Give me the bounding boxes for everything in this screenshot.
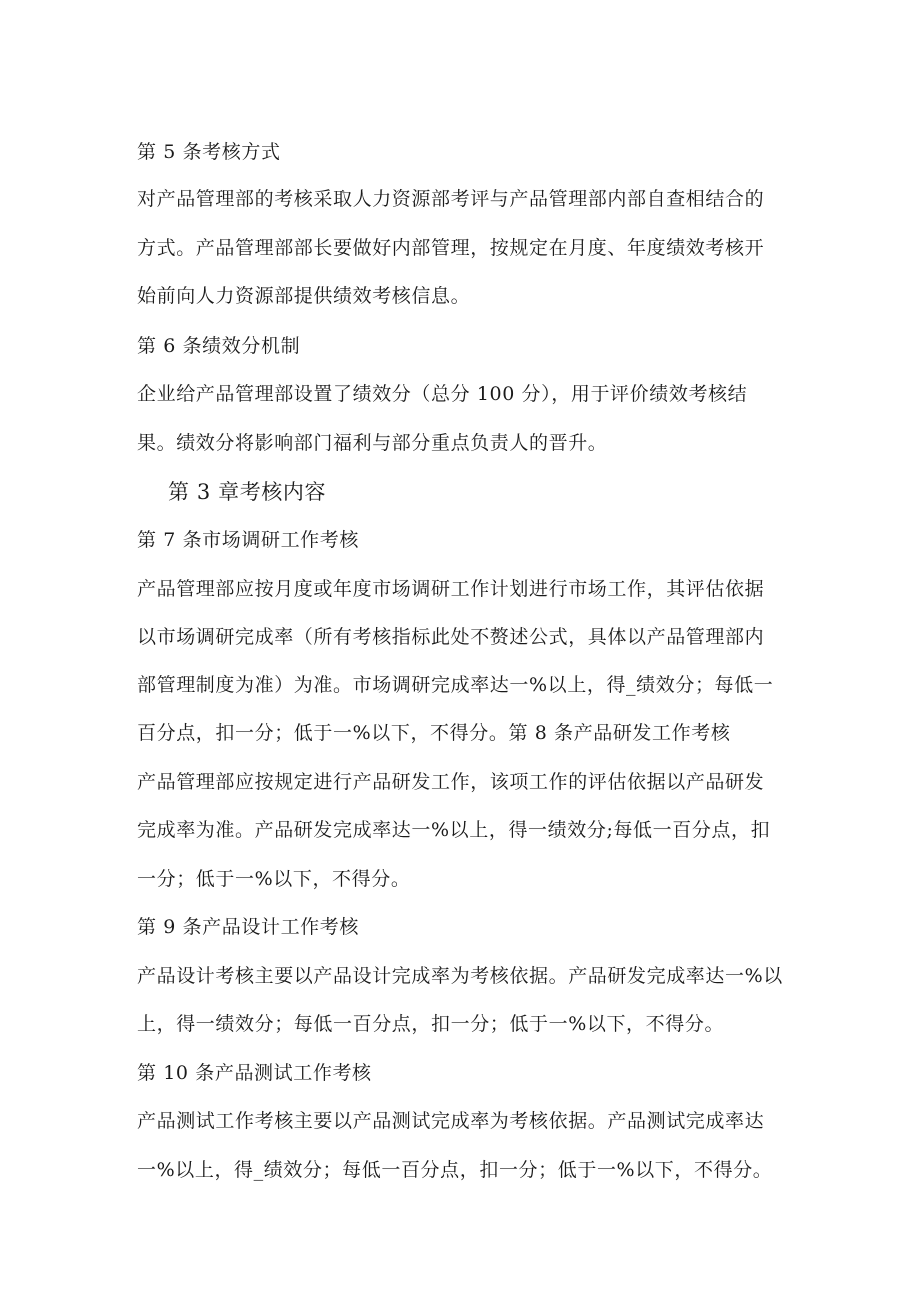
paragraph-line: 企业给产品管理部设置了绩效分（总分 100 分），用于评价绩效考核结 xyxy=(137,383,748,405)
paragraph-line: 以市场调研完成率（所有考核指标此处不赘述公式，具体以产品管理部内 xyxy=(137,626,765,648)
article-7-heading: 第 7 条市场调研工作考核 xyxy=(137,529,359,551)
paragraph-line: 上，得一绩效分；每低一百分点，扣一分；低于一%以下，不得分。 xyxy=(137,1013,725,1035)
paragraph-line: 产品管理部应按月度或年度市场调研工作计划进行市场工作，其评估依据 xyxy=(137,578,765,600)
chapter-3-heading: 第 3 章考核内容 xyxy=(168,480,327,504)
paragraph-line: 一分；低于一%以下，不得分。 xyxy=(137,868,411,890)
paragraph-line: 部管理制度为准）为准。市场调研完成率达一%以上，得_绩效分；每低一 xyxy=(137,674,774,696)
paragraph-line: 方式。产品管理部部长要做好内部管理，按规定在月度、年度绩效考核开 xyxy=(137,237,765,259)
article-9-heading: 第 9 条产品设计工作考核 xyxy=(137,916,359,938)
paragraph-line: 产品测试工作考核主要以产品测试完成率为考核依据。产品测试完成率达 xyxy=(137,1110,765,1132)
paragraph-line: 产品设计考核主要以产品设计完成率为考核依据。产品研发完成率达一%以 xyxy=(137,965,783,987)
article-5-heading: 第 5 条考核方式 xyxy=(137,141,281,163)
paragraph-line: 一%以上，得_绩效分；每低一百分点，扣一分；低于一%以下，不得分。 xyxy=(137,1159,773,1181)
paragraph-line: 果。绩效分将影响部门福利与部分重点负责人的晋升。 xyxy=(137,432,608,454)
paragraph-line: 对产品管理部的考核采取人力资源部考评与产品管理部内部自查相结合的 xyxy=(137,188,765,210)
paragraph-line: 完成率为准。产品研发完成率达一%以上，得一绩效分;每低一百分点，扣 xyxy=(137,819,771,841)
article-10-heading: 第 10 条产品测试工作考核 xyxy=(137,1062,372,1084)
paragraph-line: 百分点，扣一分；低于一%以下，不得分。第 8 条产品研发工作考核 xyxy=(137,722,731,744)
paragraph-line: 产品管理部应按规定进行产品研发工作，该项工作的评估依据以产品研发 xyxy=(137,771,765,793)
paragraph-line: 始前向人力资源部提供绩效考核信息。 xyxy=(137,285,471,307)
article-6-heading: 第 6 条绩效分机制 xyxy=(137,335,301,357)
